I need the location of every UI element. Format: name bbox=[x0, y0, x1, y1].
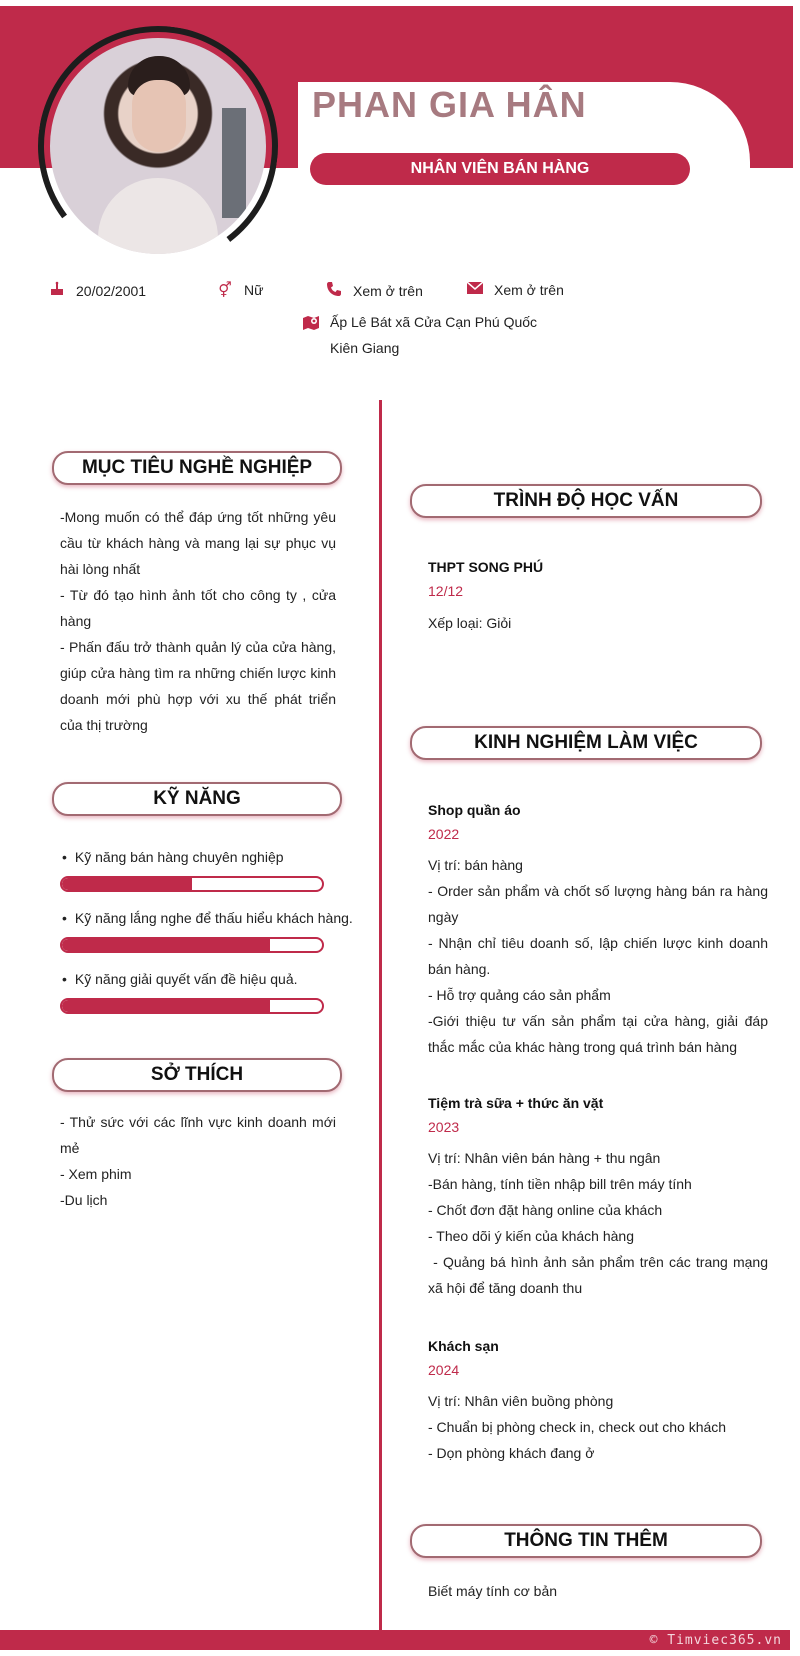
skill-bar bbox=[60, 937, 324, 953]
objective-line: - Từ đó tạo hình ảnh tốt cho công ty , cửa hàng bbox=[60, 587, 336, 629]
phone-field[interactable] bbox=[323, 281, 423, 301]
skill-bar-fill bbox=[62, 939, 270, 951]
section-header-experience: KINH NGHIỆM LÀM VIỆC bbox=[410, 726, 762, 760]
gender-icon: ⚥ bbox=[218, 282, 232, 299]
skill-bar bbox=[60, 876, 324, 892]
avatar-background bbox=[222, 108, 246, 218]
hobbies-text bbox=[60, 1109, 336, 1213]
birthday-field bbox=[46, 281, 146, 301]
objective-line: -Mong muốn có thể đáp ứng tốt những yêu cầu từ khách hàng và mang lại sự phục vụ hài lòng nhất bbox=[60, 509, 336, 577]
job-line: - Quảng bá hình ảnh sản phẩm trên các trang mạng xã hội để tăng doanh thu bbox=[428, 1254, 772, 1296]
school-name: THPT SONG PHÚ bbox=[428, 559, 544, 575]
education-detail: Xếp loại: Giỏi bbox=[428, 615, 512, 631]
job-line: - Hỗ trợ quảng cáo sản phẩm bbox=[428, 987, 611, 1003]
envelope-icon bbox=[464, 281, 486, 298]
skill-bar-fill bbox=[62, 1000, 270, 1012]
job-line: Vị trí: Nhân viên bán hàng + thu ngân bbox=[428, 1150, 661, 1166]
avatar-face bbox=[132, 80, 186, 152]
job-line: - Nhận chỉ tiêu doanh số, lập chiến lược kinh doanh bán hàng. bbox=[428, 935, 768, 977]
cake-icon bbox=[46, 281, 68, 301]
objective-text bbox=[60, 504, 336, 738]
map-marker-icon bbox=[300, 315, 322, 335]
skill-label: • Kỹ năng lắng nghe để thấu hiểu khách hàng. bbox=[62, 910, 353, 926]
address-line-2: Kiên Giang bbox=[330, 340, 400, 356]
address-field bbox=[300, 314, 537, 361]
candidate-name: PHAN GIA HÂN bbox=[312, 84, 587, 125]
email-field[interactable] bbox=[464, 281, 564, 298]
hobby-line: -Du lịch bbox=[60, 1192, 108, 1208]
education-period: 12/12 bbox=[428, 583, 464, 599]
objective-line: - Phấn đấu trở thành quản lý của cửa hàng, giúp cửa hàng tìm ra những chiến lược kinh doanh mới phù hợp với xu thế phát triển của thị trường bbox=[60, 639, 336, 733]
job-line: -Giới thiệu tư vấn sản phẩm tại cửa hàng, giải đáp thắc mắc của khác hàng trong quá trình bán hàng bbox=[428, 1013, 768, 1055]
hobby-line: - Xem phim bbox=[60, 1166, 132, 1182]
avatar bbox=[50, 38, 266, 254]
job-line: Vị trí: bán hàng bbox=[428, 857, 523, 873]
job-line: - Chốt đơn đặt hàng online của khách bbox=[428, 1202, 663, 1218]
section-header-extra-info: THÔNG TIN THÊM bbox=[410, 1524, 762, 1558]
column-divider bbox=[379, 400, 382, 1630]
section-header-hobbies: SỞ THÍCH bbox=[52, 1058, 342, 1092]
job-line: - Order sản phẩm và chốt số lượng hàng bán ra hàng ngày bbox=[428, 883, 768, 925]
job-year: 2023 bbox=[428, 1119, 460, 1135]
skill-label: • Kỹ năng bán hàng chuyên nghiệp bbox=[62, 849, 284, 865]
section-header-objective: MỤC TIÊU NGHỀ NGHIỆP bbox=[52, 451, 342, 485]
job-year: 2022 bbox=[428, 826, 460, 842]
job-line: - Dọn phòng khách đang ở bbox=[428, 1445, 595, 1461]
section-header-education: TRÌNH ĐỘ HỌC VẤN bbox=[410, 484, 762, 518]
job-line: -Bán hàng, tính tiền nhập bill trên máy tính bbox=[428, 1176, 692, 1192]
phone-icon bbox=[323, 281, 345, 301]
avatar-body bbox=[98, 178, 218, 254]
job-company: Tiệm trà sữa + thức ăn vặt bbox=[428, 1095, 604, 1111]
skill-bar bbox=[60, 998, 324, 1014]
footer-brand[interactable]: © Timviec365.vn bbox=[649, 1633, 782, 1648]
skill-label: • Kỹ năng giải quyết vấn đề hiệu quả. bbox=[62, 971, 298, 987]
gender-field bbox=[214, 281, 263, 299]
email-value: Xem ở trên bbox=[494, 281, 564, 298]
job-line: - Theo dõi ý kiến của khách hàng bbox=[428, 1228, 634, 1244]
section-header-skills: KỸ NĂNG bbox=[52, 782, 342, 816]
job-company: Shop quần áo bbox=[428, 802, 521, 818]
skill-bar-fill bbox=[62, 878, 192, 890]
job-description bbox=[428, 1388, 768, 1466]
job-year: 2024 bbox=[428, 1362, 460, 1378]
address-line-1: Ấp Lê Bát xã Cửa Cạn Phú Quốc bbox=[330, 314, 538, 330]
job-line: - Chuẩn bị phòng check in, check out cho khách bbox=[428, 1419, 727, 1435]
job-company: Khách sạn bbox=[428, 1338, 499, 1354]
birthday-value: 20/02/2001 bbox=[76, 283, 147, 299]
hobby-line: - Thử sức với các lĩnh vực kinh doanh mới mẻ bbox=[60, 1114, 336, 1156]
job-line: Vị trí: Nhân viên buồng phòng bbox=[428, 1393, 614, 1409]
phone-value: Xem ở trên bbox=[353, 283, 423, 299]
job-description bbox=[428, 852, 768, 1060]
job-description bbox=[428, 1145, 772, 1301]
gender-value: Nữ bbox=[244, 282, 264, 298]
extra-info-text: Biết máy tính cơ bản bbox=[428, 1583, 558, 1599]
job-title-badge: NHÂN VIÊN BÁN HÀNG bbox=[310, 153, 690, 185]
